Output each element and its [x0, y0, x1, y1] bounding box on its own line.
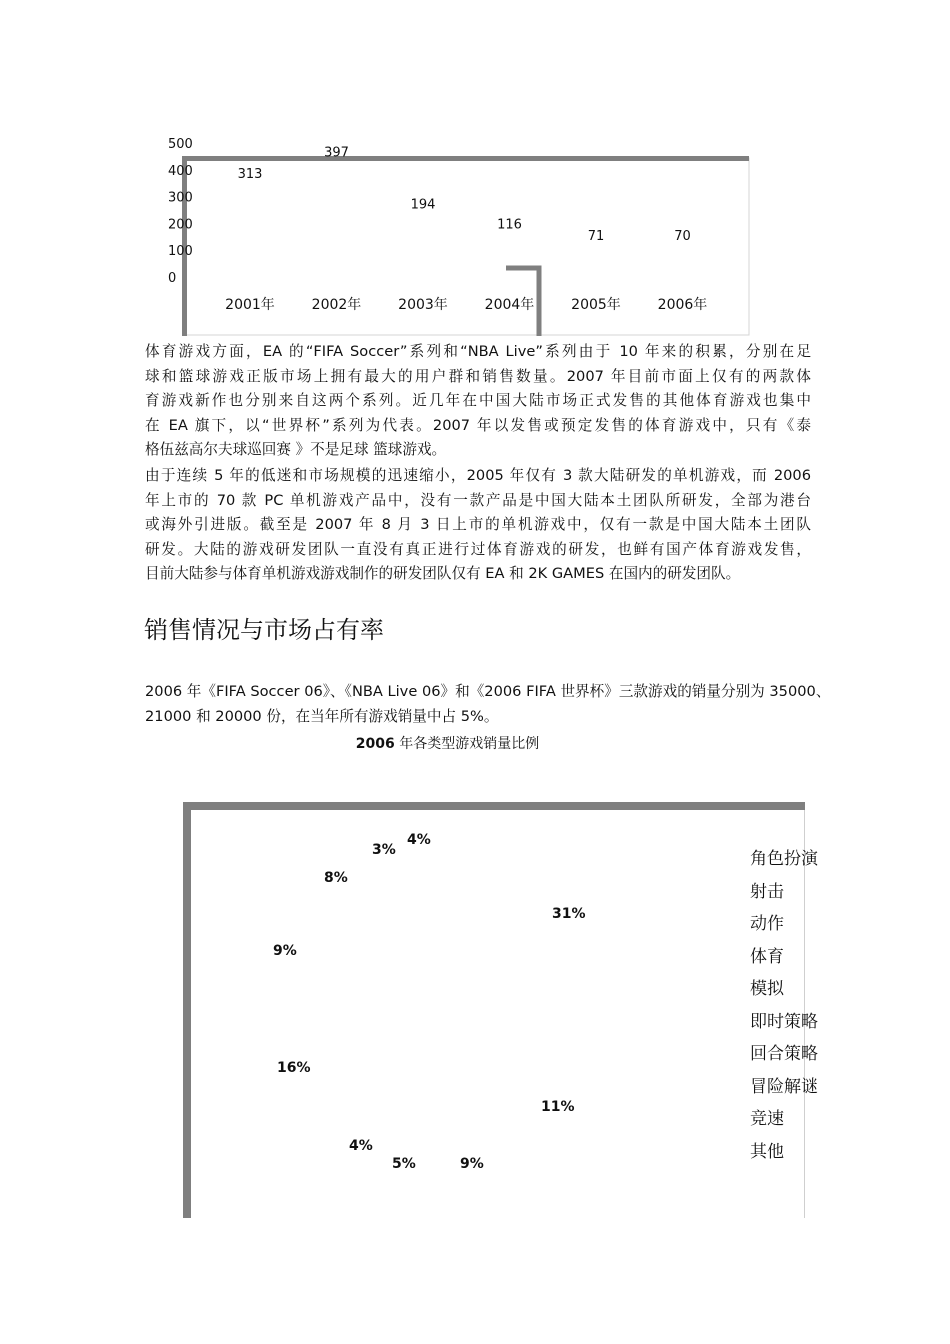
pie-chart-title-text: 年各类型游戏销量比例	[394, 736, 540, 752]
text-line: 育游戏新作也分别来自这两个系列。近几年在中国大陆市场正式发售的其他体育游戏也集中	[145, 392, 811, 410]
paragraph-sales	[145, 680, 831, 729]
y-tick-label: 200	[168, 217, 193, 233]
bar-data-label: 71	[587, 228, 605, 244]
bar-chart-x-ticks	[225, 296, 707, 313]
pie-label-other: 4%	[407, 832, 431, 848]
y-tick-label: 0	[168, 271, 177, 286]
text-line: 体育游戏方面，EA 的“FIFA Soccer”系列和“NBA Live”系列由于 10 年来的积累，分别在足	[145, 343, 811, 360]
pie-chart-title	[0, 733, 895, 753]
x-tick-label: 2006年	[657, 297, 708, 313]
pie-chart-legend	[750, 843, 818, 1168]
x-tick-label: 2001年	[225, 297, 275, 313]
bar-data-label: 397	[324, 145, 349, 161]
legend-item-turn-based: 回合策略	[750, 1044, 818, 1064]
text-line: 目前大陆参与体育单机游戏游戏制作的研发团队仅有 EA 和 2K GAMES 在国内的研发团队。	[145, 565, 741, 583]
text-line: 在 EA 旗下，以“世界杯”系列为代表。2007 年以发售或预定发售的体育游戏中，只有《泰	[145, 416, 811, 434]
y-tick-label: 300	[168, 190, 193, 206]
bar-chart	[0, 0, 950, 340]
y-tick-label: 500	[168, 137, 193, 152]
text-line: 由于连续 5 年的低迷和市场规模的迅速缩小，2005 年仅有 3 款大陆研发的单机游戏，而 2006	[145, 467, 811, 484]
pie-label-action: 9%	[460, 1156, 484, 1172]
pie-label-turn-based: 9%	[273, 943, 297, 959]
pie-label-sports: 5%	[392, 1156, 416, 1172]
paragraph-sports-games	[145, 340, 811, 463]
x-tick-label: 2003年	[398, 297, 448, 313]
legend-item-racing: 竞速	[750, 1109, 784, 1129]
legend-item-rts: 即时策略	[750, 1011, 818, 1032]
bar-chart-top-axis	[183, 156, 749, 161]
text-line: 或海外引进版。截至是 2007 年 8 月 3 日上市的单机游戏中，仅有一款是中国大陆本土团队	[145, 516, 811, 534]
text-line: 年上市的 70 款 PC 单机游戏产品中，没有一款产品是中国大陆本土团队所研发，全部为港台	[145, 491, 811, 509]
text-line: 格伍兹高尔夫球巡回赛 》不是足球 篮球游戏。	[145, 441, 447, 459]
pie-chart-frame-top	[183, 802, 805, 810]
bar-data-label: 116	[497, 217, 522, 233]
pie-label-racing: 3%	[372, 842, 396, 858]
legend-item-action: 动作	[750, 914, 784, 934]
pie-label-rts: 16%	[277, 1060, 311, 1076]
text-line: 球和篮球游戏正版市场上拥有最大的用户群和销售数量。2007 年目前市面上仅有的两款体	[145, 367, 811, 385]
x-tick-label: 2005年	[571, 297, 621, 313]
y-tick-label: 100	[168, 244, 193, 260]
legend-item-other: 其他	[750, 1141, 784, 1162]
pie-label-shooting: 11%	[541, 1099, 575, 1115]
bar-data-label: 194	[410, 197, 436, 213]
pie-chart-title-year: 2006	[355, 736, 395, 752]
legend-item-adventure: 冒险解谜	[750, 1076, 818, 1097]
pie-label-role-playing: 31%	[552, 906, 586, 922]
pie-label-simulation: 4%	[349, 1138, 373, 1154]
y-tick-label: 400	[168, 163, 193, 179]
pie-label-adventure: 8%	[324, 870, 348, 886]
x-tick-label: 2004年	[484, 297, 535, 313]
legend-item-role-playing: 角色扮演	[750, 849, 818, 869]
section-heading: 销售情况与市场占有率	[144, 616, 384, 644]
paragraph-market-decline	[145, 464, 811, 587]
text-line: 2006 年《FIFA Soccer 06》、《NBA Live 06》和《2006 FIFA 世界杯》三款游戏的销量分别为 35000、	[145, 683, 831, 700]
text-line: 研发。大陆的游戏研发团队一直没有真正进行过体育游戏的研发，也鲜有国产体育游戏发售，	[145, 540, 811, 558]
bar-data-label: 70	[674, 229, 691, 245]
legend-item-simulation: 模拟	[750, 979, 784, 999]
text-line: 21000 和 20000 份，在当年所有游戏销量中占 5%。	[145, 707, 499, 725]
bar-data-label: 313	[237, 166, 263, 182]
legend-item-shooting: 射击	[750, 881, 784, 902]
pie-chart-frame-left	[183, 802, 191, 1218]
legend-item-sports: 体育	[750, 946, 784, 967]
x-tick-label: 2002年	[311, 297, 362, 313]
